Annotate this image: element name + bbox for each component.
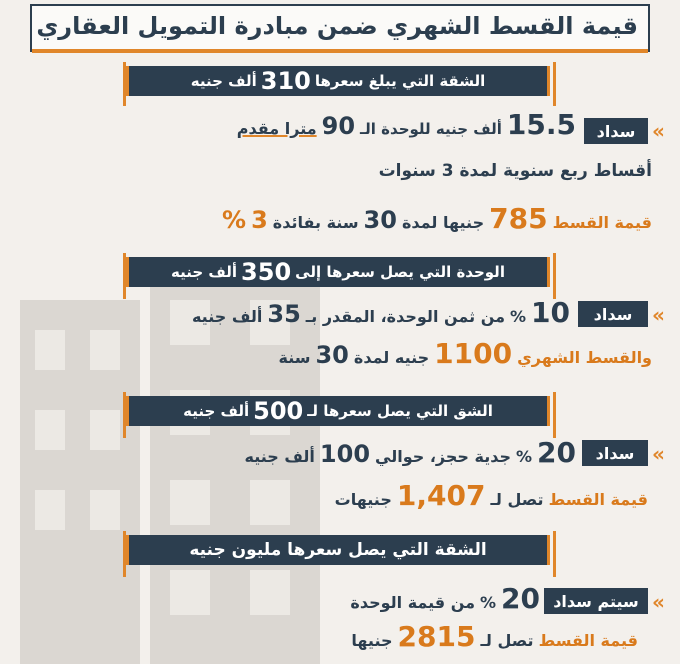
section-4-line-1 — [350, 582, 540, 615]
section-3-line-2 — [335, 479, 648, 512]
section-2-installment-label: والقسط الشهري — [517, 348, 652, 367]
double-chevron-right-icon: » — [652, 442, 665, 466]
page-title: قيمة القسط الشهري ضمن مبادرة التمويل العقاري — [36, 12, 638, 40]
section-3-line-1 — [245, 436, 577, 469]
section-4-percent: 20 — [501, 582, 540, 615]
section-1-down-payment: 15.5 — [506, 108, 576, 141]
section-2-line-2 — [279, 337, 653, 370]
section-3-header-unit: ألف جنيه — [183, 402, 250, 420]
percent-sign: % — [222, 206, 247, 234]
section-1-line-1 — [237, 108, 576, 141]
section-3-header-text: الشق التي يصل سعرها لـ — [307, 402, 493, 420]
section-3-installment-unit: جنيهات — [334, 490, 392, 509]
section-1-installment-label: قيمة القسط — [552, 213, 652, 232]
section-4-line-1-text: من قيمة الوحدة — [350, 593, 475, 612]
section-4-line-2-text: تصل لـ — [480, 631, 534, 650]
percent-sign: % — [480, 593, 497, 612]
section-3-header — [126, 396, 550, 426]
double-chevron-right-icon: » — [652, 590, 665, 614]
section-1-line-3-text: جنيها لمدة — [401, 213, 485, 232]
header-accent-right — [553, 392, 556, 438]
section-2-down-payment-value: 35 — [267, 300, 301, 328]
section-1-interest-value: 3 — [251, 206, 268, 234]
double-chevron-right-icon: » — [652, 119, 665, 143]
header-accent-right — [553, 531, 556, 577]
section-4-installment-unit: جنيها — [351, 631, 393, 650]
section-1-line-2 — [379, 161, 652, 181]
section-1-area: 90 — [321, 112, 356, 140]
section-4-sedad-tag: سيتم سداد — [544, 588, 648, 614]
section-1-line-3 — [222, 202, 652, 235]
section-3-line-1-text: جدية حجز، حوالي — [375, 447, 511, 466]
section-2-line-1-text: من ثمن الوحدة، المقدر بـ — [305, 307, 505, 326]
section-1-sedad-tag: سداد — [584, 118, 648, 144]
header-accent-right — [553, 253, 556, 299]
double-chevron-right-icon: » — [652, 303, 665, 327]
section-2-line-1-unit: ألف جنيه — [191, 307, 263, 326]
section-3-line-1-unit: ألف جنيه — [244, 447, 315, 466]
section-1-interest-label: سنة بفائدة — [272, 213, 359, 232]
section-1-header-text: الشقة التي يبلغ سعرها — [314, 72, 486, 90]
section-2-down-payment-percent: 10 — [531, 296, 570, 329]
section-4-installment-value: 2815 — [397, 620, 476, 653]
section-2-installment-value: 1100 — [434, 337, 513, 370]
percent-sign: % — [516, 447, 533, 466]
section-4-line-2 — [351, 620, 638, 653]
section-1-line-1-text-2: مترا مقدم — [236, 119, 317, 138]
section-3-booking-value: 100 — [319, 440, 371, 468]
section-2-years-unit: سنة — [278, 348, 311, 367]
percent-sign: % — [510, 307, 527, 326]
section-1-years: 30 — [363, 206, 397, 234]
section-4-header-text: الشقة التي يصل سعرها مليون جنيه — [189, 540, 487, 560]
section-1-header-unit: ألف جنيه — [190, 72, 257, 90]
section-4-header — [126, 535, 550, 565]
section-1-line-1-text: ألف جنيه للوحدة الـ — [360, 120, 502, 138]
section-2-header — [126, 257, 550, 287]
section-3-header-price: 500 — [253, 397, 304, 425]
section-3-sedad-tag: سداد — [582, 440, 648, 466]
section-1-header — [126, 66, 550, 96]
section-2-sedad-tag: سداد — [578, 301, 648, 327]
section-2-years: 30 — [315, 341, 349, 369]
section-1-quarterly-installments: أقساط ربع سنوية لمدة 3 سنوات — [378, 161, 652, 181]
section-2-line-2-text: جنيه لمدة — [353, 348, 430, 367]
section-2-header-price: 350 — [241, 258, 292, 286]
section-3-line-2-text: تصل لـ — [490, 490, 544, 509]
section-3-installment-label: قيمة القسط — [548, 490, 648, 509]
header-accent-right — [553, 62, 556, 106]
section-2-header-text: الوحدة التي يصل سعرها إلى — [295, 263, 505, 281]
section-3-installment-value: 1,407 — [396, 479, 486, 512]
section-2-line-1 — [192, 296, 570, 329]
section-1-installment-value: 785 — [489, 202, 548, 235]
section-4-installment-label: قيمة القسط — [538, 631, 638, 650]
section-2-header-unit: ألف جنيه — [171, 263, 238, 281]
section-1-header-price: 310 — [260, 67, 311, 95]
section-3-booking-percent: 20 — [537, 436, 576, 469]
title-underline — [32, 49, 648, 53]
